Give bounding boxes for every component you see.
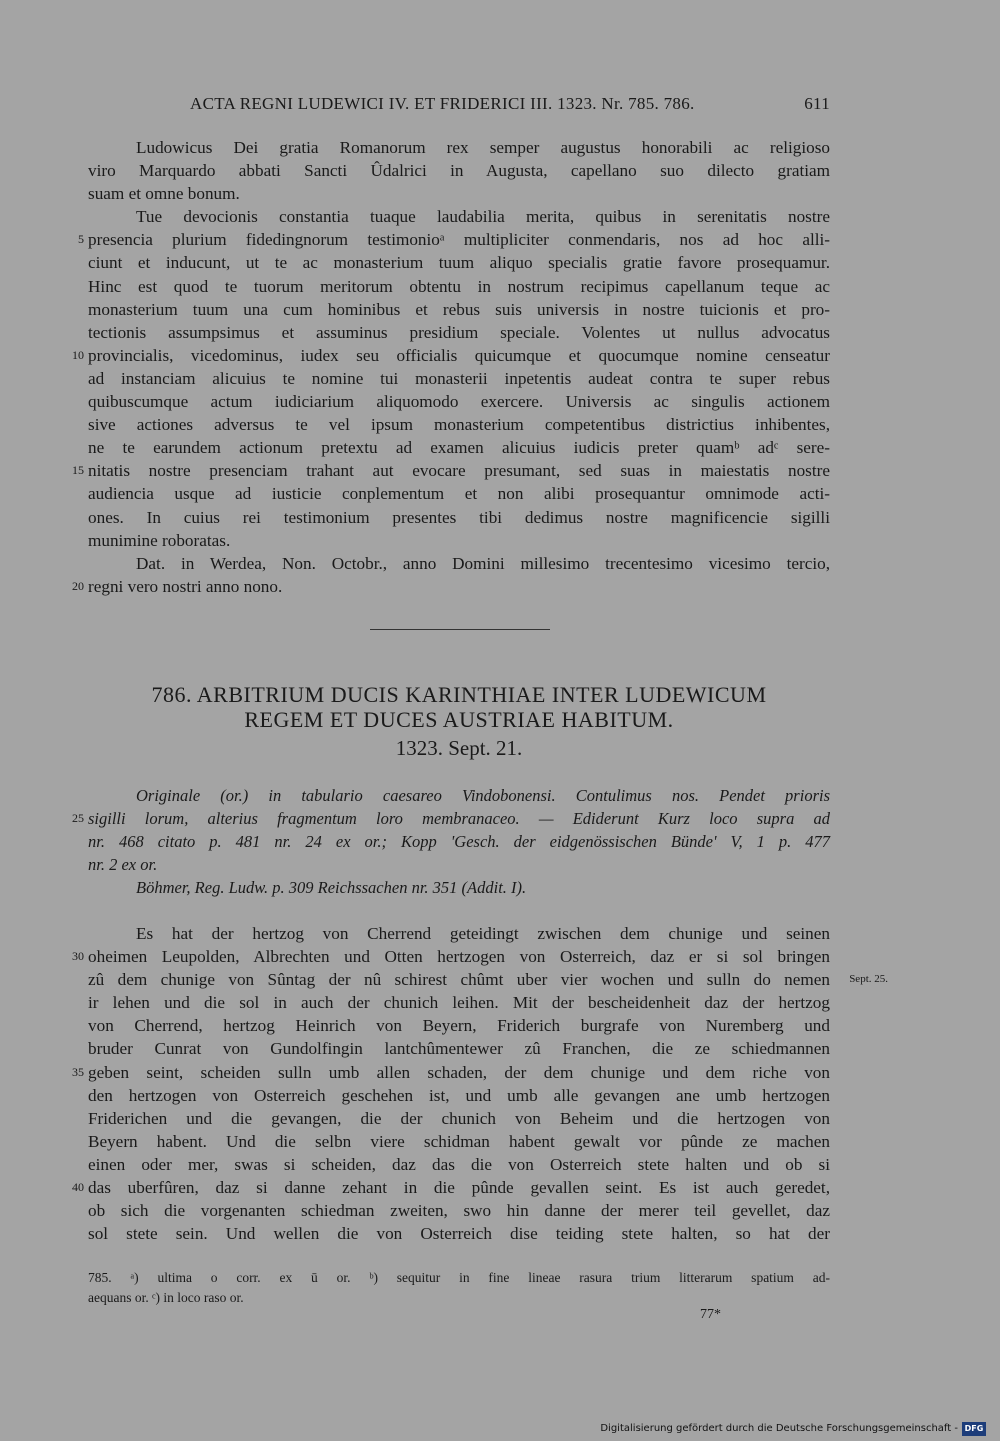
text-line (88, 136, 830, 159)
line-text: provincialis, vicedominus, iudex seu officialis quicumque et quocumque nomine censeatur (88, 345, 830, 365)
line-number: 35 (72, 1064, 84, 1079)
source-note-line (88, 853, 830, 876)
source-note-line (88, 807, 830, 830)
line-text: das uberfûren, daz si danne zehant in die pûnde gevallen seint. Es ist auch geredet, (88, 1178, 830, 1198)
text-line (88, 459, 830, 482)
line-text: ne te earundem actionum pretextu ad examen alicuius iudicis preter quamᵇ adᶜ sere- (88, 438, 830, 458)
text-line (88, 159, 830, 182)
text-line (88, 228, 830, 251)
footer-bar (0, 1420, 1000, 1441)
line-text: ob sich die vorgenanten schiedman zweiten, swo hin danne der merer teil gevellet, daz (88, 1201, 830, 1221)
line-number: 40 (72, 1180, 84, 1195)
line-text: oheimen Leupolden, Albrechten und Otten hertzogen von Osterreich, daz er si sol bringen (88, 947, 830, 967)
line-text: zû dem chunige von Sûntag der nû schirest chûmt uber vier wochen und sulln do nemen (88, 970, 830, 990)
text-line (88, 1061, 830, 1084)
line-number: 30 (72, 949, 84, 964)
text-line (88, 1084, 830, 1107)
line-text: nitatis nostre presenciam trahant aut evocare presumant, sed suas in maiestatis nostre (88, 461, 830, 481)
source-note-line (88, 830, 830, 853)
text-line (88, 344, 830, 367)
document-786-text (72, 922, 888, 1245)
line-text: audiencia usque ad iusticie conplementum et non alibi prosequantur omnimode acti- (88, 484, 830, 504)
line-number: 20 (72, 578, 84, 593)
text-line (88, 436, 830, 459)
line-text: quibuscumque actum iudiciarium aliquomodo exercere. Universis ac singulis actionem (88, 392, 830, 412)
document-786-date: 1323. Sept. 21. (395, 736, 523, 760)
text-line (88, 1199, 830, 1222)
text-line (88, 321, 830, 344)
signature-mark: 77* (700, 1307, 721, 1322)
text-line (88, 506, 830, 529)
line-text: Originale (or.) in tabulario caesareo Vindobonensi. Contulimus nos. Pendet prioris (136, 786, 830, 805)
line-text: Böhmer, Reg. Ludw. p. 309 Reichssachen nr. 351 (Addit. I). (136, 878, 527, 898)
line-text: einen oder mer, swas si scheiden, daz das die von Osterreich stete halten und ob si (88, 1154, 830, 1174)
text-line (88, 1014, 830, 1037)
source-note-line (88, 784, 830, 807)
page-number: 611 (804, 94, 830, 113)
line-text: Ludowicus Dei gratia Romanorum rex semper augustus honorabili ac religioso (136, 138, 830, 157)
dfg-logo-icon[interactable]: DFG (962, 1422, 986, 1436)
text-line (88, 991, 830, 1014)
line-text: sigilli lorum, alterius fragmentum loro membranaceo. — Ediderunt Kurz loco supra ad (88, 809, 830, 829)
footer-credit-link[interactable]: Digitalisierung gefördert durch die Deutsche Forschungsgemeinschaft - (600, 1423, 958, 1434)
line-text: Beyern habent. Und die selbn viere schidman habent gewalt vor pûnde ze machen (88, 1131, 830, 1151)
line-text: bruder Cunrat von Gundolfingin lantchûmentewer zû Franchen, die ze schiedmannen (88, 1039, 830, 1059)
line-number: 10 (72, 347, 84, 362)
running-title: ACTA REGNI LUDEWICI IV. ET FRIDERICI III. 1323. Nr. 785. 786. (190, 94, 695, 113)
line-text: Tue devocionis constantia tuaque laudabilia merita, quibus in serenitatis nostre (136, 207, 830, 227)
line-text: nr. 468 citato p. 481 nr. 24 ex or.; Kopp 'Gesch. der eidgenössischen Bünde' V, 1 p. 477 (88, 832, 830, 852)
text-line (88, 413, 830, 436)
source-note-line (88, 876, 830, 899)
line-text: tectionis assumpsimus et assuminus presidium speciale. Volentes ut nullus advocatus (88, 322, 830, 342)
text-line (88, 1130, 830, 1153)
text-line (88, 1176, 830, 1199)
text-line (88, 367, 830, 390)
text-line (88, 1153, 830, 1176)
document-786-title-line1: 786. ARBITRIUM DUCIS KARINTHIAE INTER LUDEWICUM (151, 682, 767, 707)
line-text: ones. In cuius rei testimonium presentes tibi dedimus nostre magnificencie sigilli (88, 507, 830, 527)
text-line (88, 968, 830, 991)
text-line (88, 1222, 830, 1245)
text-line (88, 251, 830, 274)
line-text: sol stete sein. Und wellen die von Osterreich dise teiding stete halten, so hat der (88, 1224, 830, 1244)
document-786-source-note (72, 784, 830, 899)
text-line (88, 275, 830, 298)
line-text: Es hat der hertzog von Cherrend geteidingt zwischen dem chunige und seinen (136, 924, 830, 943)
text-line (88, 1037, 830, 1060)
text-line (88, 482, 830, 505)
line-text: viro Marquardo abbati Sancti Ûdalrici in Augusta, capellano suo dilecto gratiam (88, 161, 830, 181)
line-text: suam et omne bonum. (88, 184, 240, 204)
line-text: ir lehen und die sol in auch der chunich leihen. Mit der bescheidenheit daz der hertzog (88, 993, 830, 1013)
line-text: von Cherrend, hertzog Heinrich von Beyern, Friderich burgrafe von Nuremberg und (88, 1016, 830, 1036)
footnotes (88, 1268, 830, 1308)
line-text: ad instanciam alicuius te nomine tui monasterii inpetentis audeat contra te super rebus (88, 368, 830, 388)
text-line (88, 945, 830, 968)
text-line (88, 182, 830, 205)
line-text: geben seint, scheiden sulln umb allen schaden, der dem chunige und dem riche von (88, 1062, 830, 1082)
line-text: nr. 2 ex or. (88, 855, 158, 875)
line-number: 25 (72, 811, 84, 826)
line-text: munimine roboratas. (88, 530, 231, 550)
line-text: Dat. in Werdea, Non. Octobr., anno Domini millesimo trecentesimo vicesimo tercio, (136, 553, 830, 573)
text-line (88, 922, 830, 945)
line-number: 15 (72, 463, 84, 478)
document-785-text (72, 136, 830, 598)
text-line (88, 390, 830, 413)
line-text: Friderichen und die gevangen, die der chunich von Beheim und die hertzogen von (88, 1108, 830, 1128)
running-header (190, 94, 830, 114)
margin-date-note: Sept. 25. (849, 973, 888, 986)
document-786-title-line2: REGEM ET DUCES AUSTRIAE HABITUM. (244, 707, 674, 732)
text-line (88, 298, 830, 321)
footnote-line: 785. ᵃ) ultima o corr. ex ū or. ᵇ) sequitur in fine lineae rasura trium litterarum spatium ad- (88, 1270, 830, 1285)
line-text: ciunt et inducunt, ut te ac monasterium tuum aliquo specialis gratie favore prosequamur. (88, 253, 830, 273)
line-text: monasterium tuum una cum hominibus et rebus suis universis in nostre tuicionis et pro- (88, 299, 830, 319)
line-text: sive actiones adversus te vel ipsum monasterium competentibus districtius inhibentes, (88, 415, 830, 435)
text-line (88, 205, 830, 228)
line-text: Hinc est quod te tuorum meritorum obtentu in nostrum recipimus capellanum teque ac (88, 276, 830, 296)
text-line (88, 529, 830, 552)
line-text: den hertzogen von Osterreich geschehen ist, und umb alle gevangen ane umb hertzogen (88, 1085, 830, 1105)
section-separator (370, 629, 550, 630)
text-line (88, 552, 830, 575)
text-line (88, 575, 830, 598)
line-text: presencia plurium fidedingnorum testimonioᵃ multipliciter conmendaris, nos ad hoc alli- (88, 230, 830, 250)
text-line (88, 1107, 830, 1130)
footnote-line: aequans or. ᶜ) in loco raso or. (88, 1290, 244, 1305)
line-text: regni vero nostri anno nono. (88, 576, 283, 596)
line-number: 5 (78, 232, 84, 247)
